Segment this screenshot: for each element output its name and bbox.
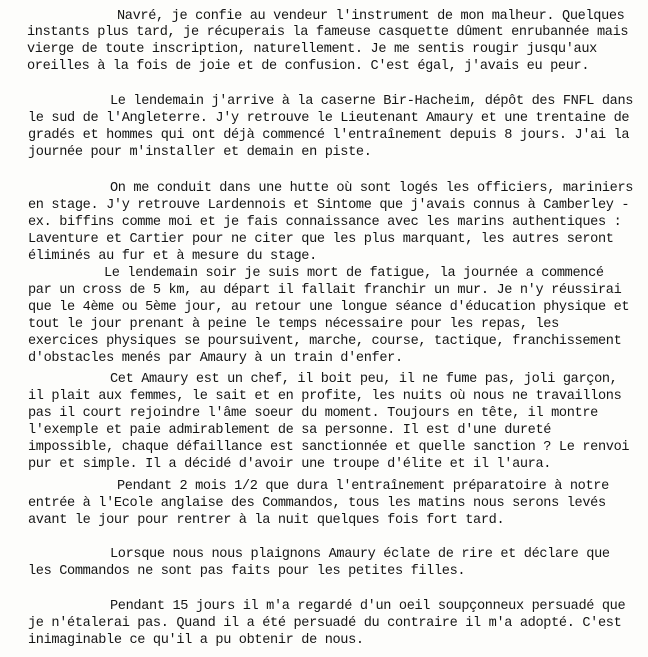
text-line: que le 4ème ou 5ème jour, au retour une longue séance d'éducation physique et bbox=[28, 300, 630, 315]
text-line: pur et simple. Il a décidé d'avoir une troupe d'élite et il l'aura. bbox=[28, 457, 552, 472]
text-line: instants plus tard, je récuperais la fameuse casquette dûment enrubannée mais bbox=[27, 25, 629, 40]
text-line: On me conduit dans une hutte où sont logés les officiers, mariniers bbox=[110, 181, 634, 196]
text-line: ex. biffins comme moi et je fais connaissance avec les marins authentiques : bbox=[28, 215, 622, 230]
text-line: journée pour m'installer et demain en piste. bbox=[28, 145, 372, 160]
text-line: impossible, chaque défaillance est sanctionnée et quelle sanction ? Le renvoi bbox=[28, 440, 630, 455]
text-line: exercices physiques se poursuivent, marche, course, tactique, franchissement bbox=[28, 334, 622, 349]
text-line: Pendant 15 jours il m'a regardé d'un oeil soupçonneux persuadé que bbox=[110, 599, 626, 614]
text-line: Cet Amaury est un chef, il boit peu, il ne fume pas, joli garçon, bbox=[110, 372, 618, 387]
text-line: éliminés au fur et à mesure du stage. bbox=[28, 249, 317, 264]
text-line: Navré, je confie au vendeur l'instrument de mon malheur. Quelques bbox=[117, 9, 625, 24]
text-line: Le lendemain soir je suis mort de fatigue, la journée a commencé bbox=[104, 266, 604, 281]
text-line: pas il court rejoindre l'âme soeur du moment. Toujours en tête, il montre bbox=[28, 406, 598, 421]
text-line: par un cross de 5 km, au départ il fallait franchir un mur. Je n'y réussirai bbox=[28, 283, 622, 298]
text-line: il plait aux femmes, le sait et en profite, les nuits où nous ne travaillons bbox=[28, 389, 622, 404]
text-line: en stage. J'y retrouve Lardennois et Sintome que j'avais connus à Camberley - bbox=[28, 198, 630, 213]
text-line: d'obstacles menés par Amaury à un train d'enfer. bbox=[28, 351, 403, 366]
text-line: l'exemple et paie admirablement de sa personne. Il est d'une dureté bbox=[28, 423, 552, 438]
text-line: Le lendemain j'arrive à la caserne Bir-Hacheim, dépôt des FNFL dans bbox=[110, 94, 634, 109]
text-line: Lorsque nous nous plaignons Amaury éclate de rire et déclare que bbox=[110, 547, 610, 562]
text-line: inimaginable ce qu'il a pu obtenir de nous. bbox=[28, 633, 364, 648]
text-line: Pendant 2 mois 1/2 que dura l'entraînement préparatoire à notre bbox=[117, 479, 609, 494]
text-line: avant le jour pour rentrer à la nuit quelques fois fort tard. bbox=[28, 513, 505, 528]
text-line: tout le jour prenant à peine le temps nécessaire pour les repas, les bbox=[28, 317, 559, 332]
text-line: le sud de l'Angleterre. J'y retrouve le Lieutenant Amaury et une trentaine de bbox=[28, 111, 630, 126]
text-line: les Commandos ne sont pas faits pour les petites filles. bbox=[28, 564, 466, 579]
text-line: vierge de toute inscription, naturellement. Je me sentis rougir jusqu'aux bbox=[27, 42, 597, 57]
text-line: je n'étalerai pas. Quand il a été persuadé du contraire il m'a adopté. C'est bbox=[28, 616, 622, 631]
text-line: Laventure et Cartier pour ne citer que les plus marquant, les autres seront bbox=[28, 232, 614, 247]
text-line: oreilles à la fois de joie et de confusion. C'est égal, j'avais eu peur. bbox=[27, 59, 590, 74]
text-line: gradés et hommes qui ont déjà commencé l'entraînement depuis 8 jours. J'ai la bbox=[28, 128, 630, 143]
text-line: entrée à l'Ecole anglaise des Commandos, tous les matins nous serons levés bbox=[28, 496, 606, 511]
